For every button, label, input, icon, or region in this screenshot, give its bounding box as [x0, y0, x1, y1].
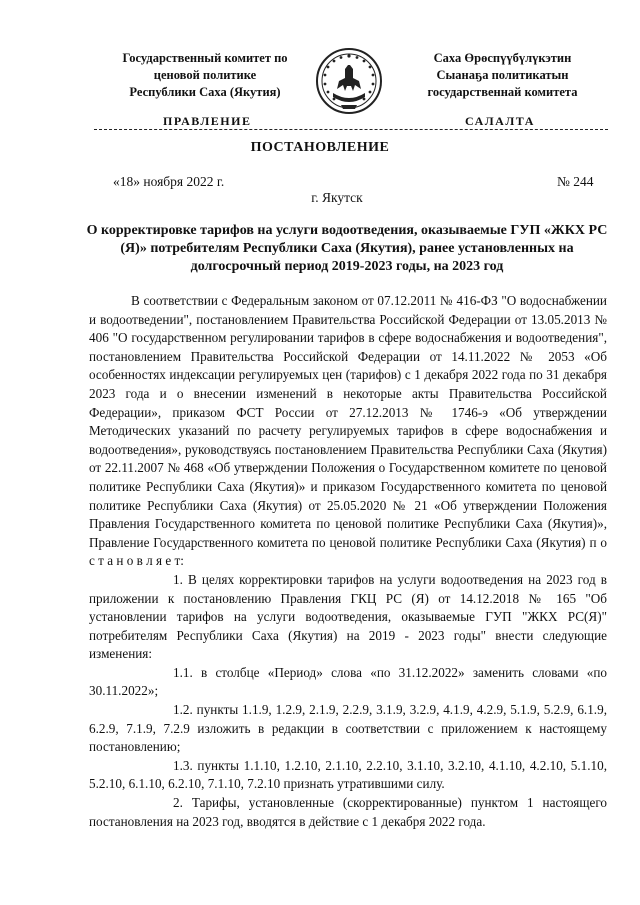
preamble-paragraph: В соответствии с Федеральным законом от 07.12.2011 № 416-ФЗ "О водоснабжении и водоотведении", постановлением Правительства Российской Федерации от 13.05.2013 № 406 "О государственном регулировании тарифов в сфере водоснабжения и водоотведения", постановлением Правительства Российской Федерации от 14.11.2022 № 2053 «Об особенностях индексации регулируемых цен (тарифов) с 1 декабря 2022 года по 31 декабря 2023 года и о внесении изменений в некоторые акты Правительства Российской Федерации», приказом ФСТ России от 27.12.2013 № 1746-э «Об утверждении Методических указаний по расчету регулируемых тарифов в сфере водоснабжения и водоотведения», руководствуясь постановлением Правительства Республики Саха (Якутия) от 22.11.2007 № 468 «Об утверждении Положения о Государственном комитете по ценовой политике Республики Саха (Якутия)» и приказом Государственного комитета по ценовой политике Республики Саха (Якутия) от 25.05.2020 № 21 «Об утверждении Положения Правления Государственного комитета по ценовой политике Республики Саха (Якутия)», Правление Государственного комитета по ценовой политике Республики Саха (Якутия) п о с т а н о в л я е т: [89, 293, 607, 569]
item-text: в столбце «Период» слова «по 31.12.2022» заменить словами «по 30.11.2022»; [89, 664, 608, 699]
document-subject: О корректировке тарифов на услуги водоотведения, оказываемые ГУП «ЖКХ РС (Я)» потребителям Республики Саха (Якутия), ранее установленных на долгосрочный период 2019-2023 годы, на 2023 год [86, 223, 608, 274]
item-number: 1. [173, 571, 183, 587]
header-right-line: Саха Өрөспүүбүлүкэтин [433, 51, 572, 65]
document-title: ПОСТАНОВЛЕНИЕ [250, 140, 390, 155]
item-text: пункты 1.1.10, 1.2.10, 2.1.10, 2.2.10, 3.1.10, 3.2.10, 4.1.10, 4.2.10, 5.1.10, 5.2.10, 6.1.10, 6.2.10, 7.1.10, 7.2.10 признать утратившими силу. [89, 757, 607, 792]
header-left-line: Республики Саха (Якутия) [129, 85, 281, 99]
list-item [89, 757, 607, 794]
header-right-line: Сыанаҕа политикатын [436, 68, 569, 82]
header-divider [94, 129, 608, 130]
item-number: 1.2. [173, 702, 193, 718]
dept-label-right: САЛАЛТА [465, 114, 535, 128]
header-left-org [100, 50, 310, 101]
dept-label-left: ПРАВЛЕНИЕ [163, 114, 252, 128]
item-text: В целях корректировки тарифов на услуги водоотведения на 2023 год в приложении к постановлению Правления ГКЦ РС (Я) от 14.12.2018 № 165 "Об установлении тарифов на услуги водоотведения, оказываемые ГУП "ЖКХ РС(Я)" потребителям Республики Саха (Якутия) на 2019 - 2023 годы" внести следующие изменения: [89, 571, 608, 662]
item-text: пункты 1.1.9, 1.2.9, 2.1.9, 2.2.9, 3.1.9, 3.2.9, 4.1.9, 4.2.9, 5.1.9, 5.2.9, 6.1.9, 6.2.9, 7.1.9, 7.2.9 изложить в редакции в соответствии с приложением к настоящему постановлению; [89, 702, 607, 755]
list-item [89, 571, 607, 664]
document-date: «18» ноября 2022 г. [113, 174, 225, 189]
item-number: 1.1. [173, 664, 193, 680]
list-item [89, 794, 607, 831]
sakha-republic-emblem-icon [315, 47, 383, 115]
document-number: № 244 [557, 174, 594, 189]
header-right-org [400, 50, 605, 101]
list-item [89, 701, 607, 757]
item-number: 2. [173, 795, 183, 811]
header-left-line: Государственный комитет по [122, 51, 288, 65]
header-right-line: государственнай комитета [427, 85, 578, 99]
document-body [89, 292, 607, 831]
list-item [89, 664, 607, 701]
item-number: 1.3. [173, 757, 193, 773]
header-left-line: ценовой политике [153, 68, 257, 82]
item-text: Тарифы, установленные (скорректированные) пунктом 1 настоящего постановления на 2023 год, вводятся в действие с 1 декабря 2022 года. [89, 795, 607, 829]
document-city: г. Якутск [311, 190, 363, 205]
